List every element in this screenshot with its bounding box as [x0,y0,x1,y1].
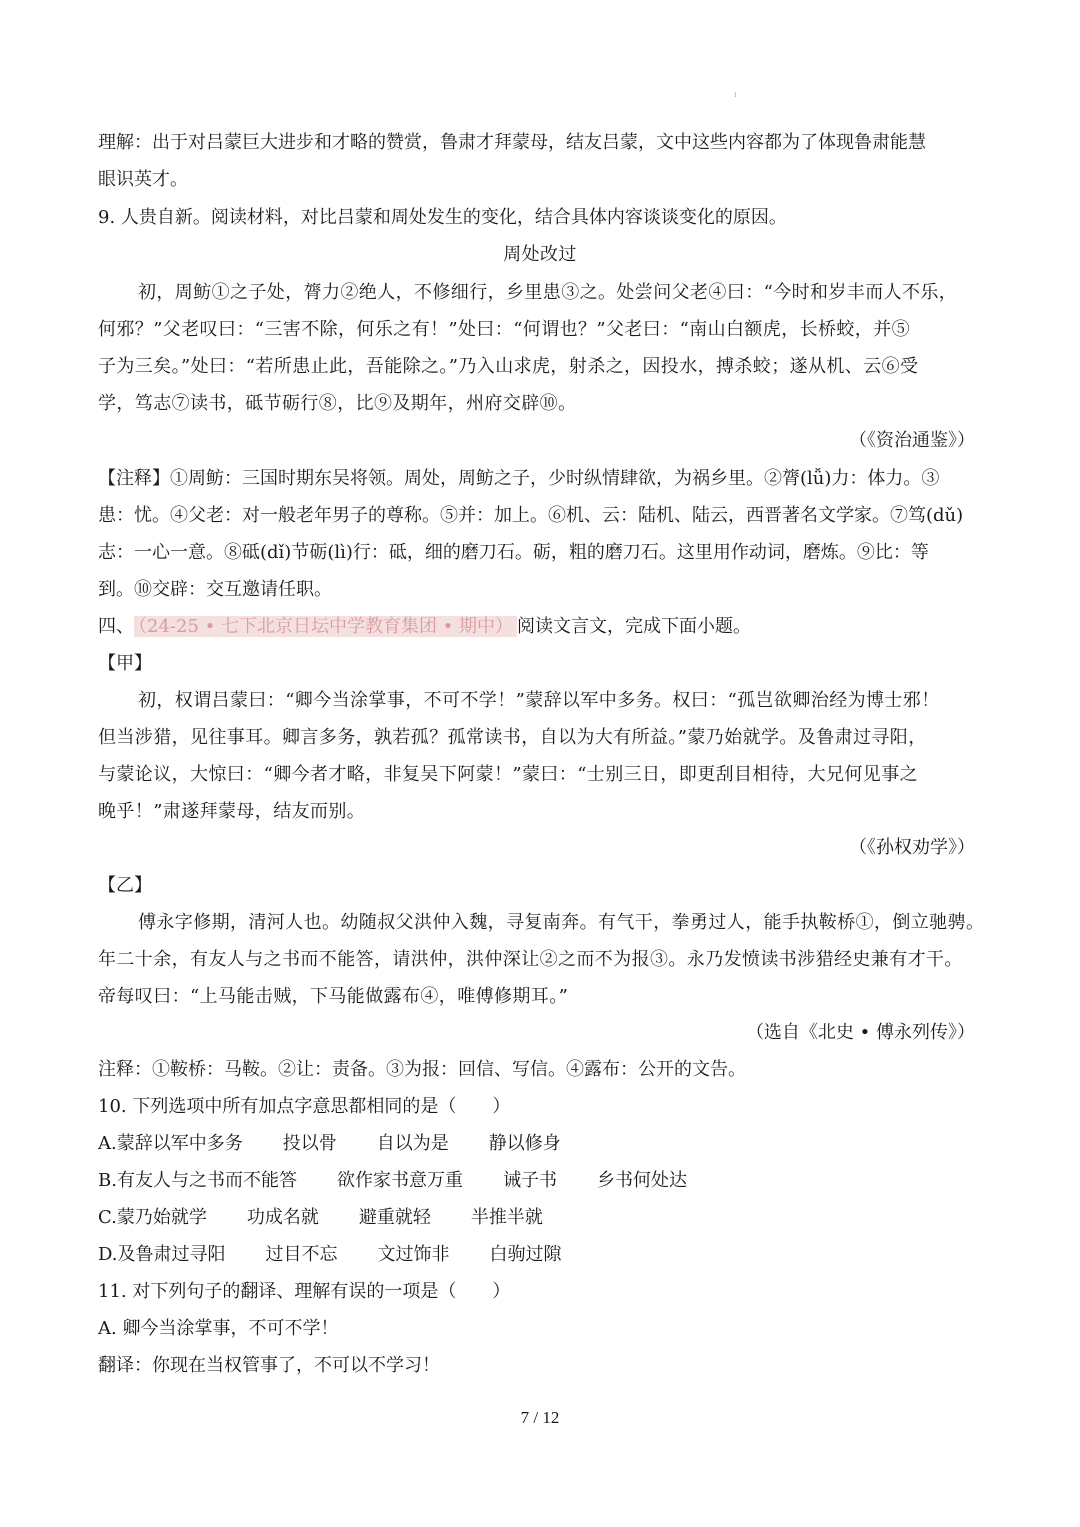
yi-notes: 注释：①鞍桥：马鞍。②让：责备。③为报：回信、写信。④露布：公开的文告。 [98,1059,746,1080]
option-item: 半推半就 [470,1207,543,1228]
jia-line-2: 但当涉猎，见往事耳。卿言多务，孰若孤？孤常读书，自以为大有所益。”蒙乃始就学。及鲁肃过寻阳， [98,727,927,748]
q10-option-d[interactable] [98,1243,562,1267]
q9-prompt: 9. 人贵自新。阅读材料，对比吕蒙和周处发生的变化，结合具体内容谈谈变化的原因。 [98,207,787,228]
passage-yi-label: 【乙】 [98,875,152,896]
q9-passage-line-4: 学，笃志⑦读书，砥节砺行⑧，比⑨及期年，州府交辟⑩。 [98,393,577,414]
option-letter: C. [98,1207,117,1228]
option-letter: B. [98,1170,117,1191]
option-item: 功成名就 [246,1207,319,1228]
intro-line-2: 眼识英才。 [98,169,188,190]
yi-line-1: 傅永字修期，清河人也。幼随叔父洪仲入魏，寻复南奔。有气干，拳勇过人，能手执鞍桥①，倒立驰骋。 [138,912,985,933]
q9-passage-title: 周处改过 [503,244,577,265]
option-item: 白驹过隙 [489,1244,562,1265]
section4-prefix: 四、 [98,616,134,637]
option-item: 有友人与之书而不能答 [116,1170,297,1191]
section4-heading [98,615,751,639]
q9-note-line-4: 到。⑩交辟：交互邀请任职。 [98,579,332,600]
option-letter: A. [98,1133,117,1154]
yi-source: （选自《北史 • 傅永列传》） [745,1022,975,1043]
q9-note-line-1: 【注释】①周鲂：三国时期东吴将领。周处，周鲂之子，少时纵情肆欲，为祸乡里。②膂(lǚ)力：体力。③ [98,468,940,489]
option-item: 过目不忘 [265,1244,338,1265]
option-item: 蒙乃始就学 [116,1207,207,1228]
option-item: 静以修身 [488,1133,561,1154]
option-item: 投以骨 [282,1133,337,1154]
yi-line-2: 年二十余，有友人与之书而不能答，请洪仲，洪仲深让②之而不为报③。永乃发愤读书涉猎经史兼有才干。 [98,949,963,970]
q10-option-a[interactable] [98,1132,561,1156]
q10-prompt: 10. 下列选项中所有加点字意思都相同的是（ ） [98,1096,511,1117]
option-item: 乡书何处达 [596,1170,687,1191]
option-item: 蒙辞以军中多务 [116,1133,243,1154]
option-item: 诫子书 [502,1170,557,1191]
option-item: 避重就轻 [358,1207,431,1228]
jia-source: （《孙权劝学》） [849,837,975,858]
q9-passage-line-3: 子为三矣。”处曰：“若所患止此，吾能除之。”乃入山求虎，射杀之，因投水，搏杀蛟；遂从机、云⑥受 [98,356,919,377]
q9-passage-line-2: 何邪？”父老叹曰：“三害不除，何乐之有！”处曰：“何谓也？”父老曰：“南山白额虎，长桥蛟，并⑤ [98,319,911,340]
option-item: 及鲁肃过寻阳 [117,1244,226,1265]
header-mark: ı [734,90,737,99]
q10-option-c[interactable] [98,1206,543,1230]
page-number: 7 / 12 [520,1408,560,1427]
source-tag: （24-25 • 七下北京日坛中学教育集团 • 期中） [134,616,517,637]
passage-jia-label: 【甲】 [98,653,152,674]
q9-note-line-2: 患：忧。④父老：对一般老年男子的尊称。⑤并：加上。⑥机、云：陆机、陆云，西晋著名文学家。⑦笃(dǔ) [98,505,964,526]
q11-prompt: 11. 对下列句子的翻译、理解有误的一项是（ ） [98,1281,511,1302]
q9-source: （《资治通鉴》） [849,430,975,451]
jia-line-3: 与蒙论议，大惊曰：“卿今者才略，非复吴下阿蒙！”蒙曰：“士别三日，即更刮目相待，大兄何见事之 [98,764,919,785]
option-letter: D. [98,1244,118,1265]
q9-passage-line-1: 初，周鲂①之子处，膂力②绝人，不修细行，乡里患③之。处尝问父老④曰：“今时和岁丰而人不乐， [138,282,958,303]
option-item: 欲作家书意万重 [336,1170,463,1191]
option-item: 自以为是 [376,1133,449,1154]
q11-option-a[interactable]: A. 卿今当涂掌事，不可不学！ [98,1318,339,1339]
q10-option-b[interactable] [98,1169,687,1193]
q11-translation: 翻译：你现在当权管事了，不可以不学习！ [98,1355,440,1376]
jia-line-1: 初，权谓吕蒙曰：“卿今当涂掌事，不可不学！”蒙辞以军中多务。权曰：“孤岂欲卿治经为博士邪！ [138,690,940,711]
q9-note-line-3: 志：一心一意。⑧砥(dǐ)节砺(lì)行：砥，细的磨刀石。砺，粗的磨刀石。这里用作动词，磨炼。⑨比：等 [98,542,929,563]
section4-instruction: 阅读文言文，完成下面小题。 [517,616,752,637]
yi-line-3: 帝每叹曰：“上马能击贼，下马能做露布④，唯傅修期耳。” [98,986,569,1007]
option-item: 文过饰非 [377,1244,450,1265]
intro-line-1: 理解：出于对吕蒙巨大进步和才略的赞赏，鲁肃才拜蒙母，结友吕蒙，文中这些内容都为了体现鲁肃能慧 [98,132,926,153]
jia-line-4: 晚乎！”肃遂拜蒙母，结友而别。 [98,801,366,822]
